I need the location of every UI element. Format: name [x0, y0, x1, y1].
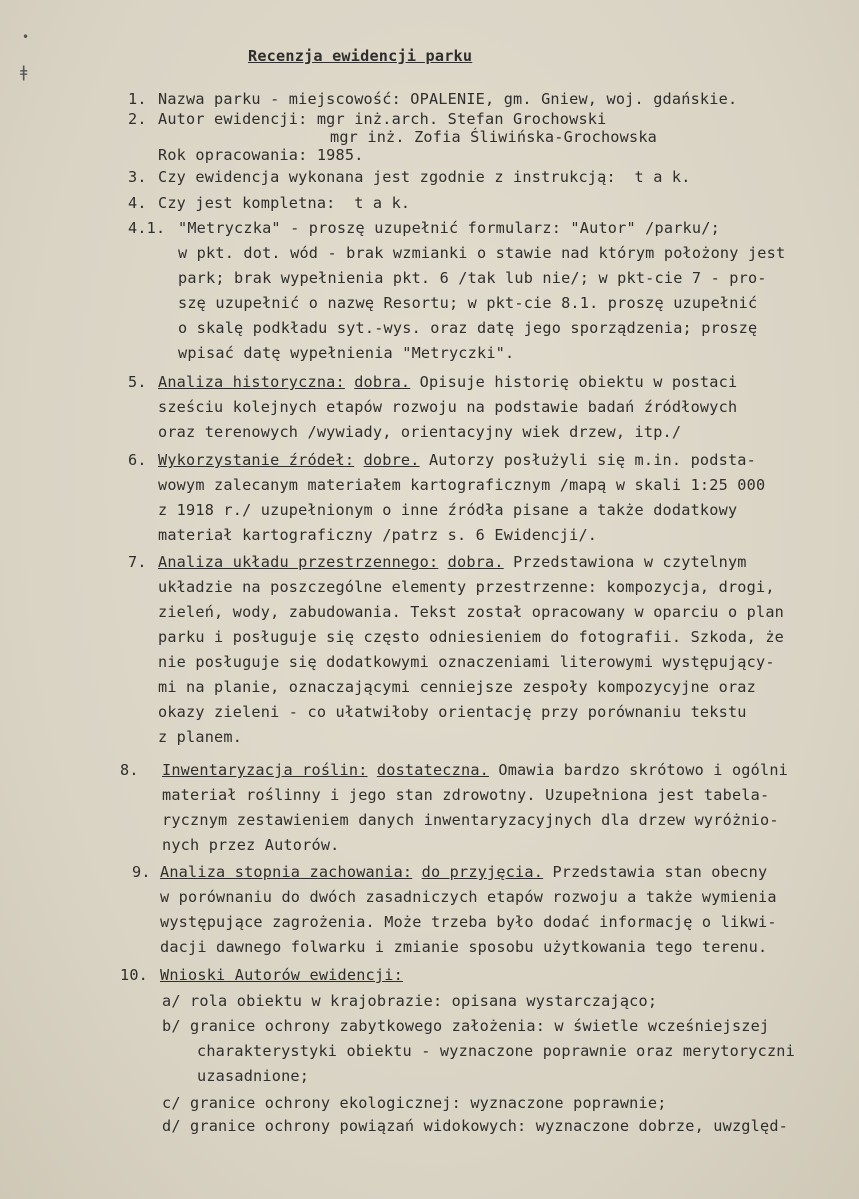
- item-number: 9.: [132, 863, 151, 881]
- item-text: charakterystyki obiektu - wyznaczone poprawnie oraz merytoryczni: [197, 1042, 795, 1060]
- item-text: w porównaniu do dwóch zasadniczych etapów rozwoju a także wymienia: [160, 888, 777, 906]
- item-number: 4.: [128, 194, 147, 212]
- item-text: c/ granice ochrony ekologicznej: wyznaczone poprawnie;: [162, 1094, 667, 1112]
- item-text: o skalę podkładu syt.-wys. oraz datę jego sporządzenia; proszę: [178, 319, 758, 337]
- item-number: 2.: [128, 110, 147, 128]
- item-text: dacji dawnego folwarku i zmianie sposobu użytkowania tego terenu.: [160, 938, 768, 956]
- item-heading: Analiza układu przestrzennego:: [158, 553, 439, 571]
- item-number: 7.: [128, 553, 147, 571]
- item-text: mgr inż. Zofia Śliwińska-Grochowska: [330, 128, 658, 146]
- item-text: Autor ewidencji: mgr inż.arch. Stefan Grochowski: [158, 110, 607, 128]
- item-heading: Wykorzystanie źródeł:: [158, 451, 355, 469]
- item-text: okazy zieleni - co ułatwiłoby orientację przy porównaniu tekstu: [158, 703, 747, 721]
- item-text: oraz terenowych /wywiady, orientacyjny wiek drzew, itp./: [158, 423, 682, 441]
- item-text: a/ rola obiektu w krajobrazie: opisana wystarczająco;: [162, 992, 658, 1010]
- item-text: układzie na poszczególne elementy przestrzenne: kompozycja, drogi,: [158, 578, 775, 596]
- item-heading: Wnioski Autorów ewidencji:: [160, 966, 403, 984]
- item-grade: dobra.: [354, 373, 411, 391]
- item-number: 8.: [120, 761, 139, 779]
- item-text: Analiza stopnia zachowania: do przyjęcia. Przedstawia stan obecny: [160, 863, 768, 881]
- item-text: [160, 966, 403, 984]
- item-number: 5.: [128, 373, 147, 391]
- item-grade: dobra.: [447, 553, 504, 571]
- item-text: Czy ewidencja wykonana jest zgodnie z instrukcją: t a k.: [158, 168, 691, 186]
- item-text: mi na planie, oznaczającymi cenniejsze zespoły kompozycyjne oraz: [158, 678, 756, 696]
- item-text: Analiza historyczna: dobra. Opisuje historię obiektu w postaci: [158, 373, 738, 391]
- item-number: 4.1.: [128, 219, 166, 237]
- item-number: 3.: [128, 168, 147, 186]
- item-text: park; brak wypełnienia pkt. 6 /tak lub nie/; w pkt-cie 7 - pro-: [178, 269, 767, 287]
- item-number: 10.: [120, 966, 149, 984]
- item-text: nie posługuje się dodatkowymi oznaczeniami literowymi występujący-: [158, 653, 775, 671]
- item-heading: Inwentaryzacja roślin:: [162, 761, 368, 779]
- item-number: 6.: [128, 451, 147, 469]
- item-text: Rok opracowania: 1985.: [158, 146, 364, 164]
- item-text: sześciu kolejnych etapów rozwoju na podstawie badań źródłowych: [158, 398, 738, 416]
- item-grade: dostateczna.: [376, 761, 490, 779]
- item-text: parku i posługuje się często odniesieniem do fotografii. Szkoda, że: [158, 628, 785, 646]
- item-text: rycznym zestawieniem danych inwentaryzacyjnych dla drzew wyróżnio-: [162, 811, 779, 829]
- item-text: wpisać datę wypełnienia "Metryczki".: [178, 344, 515, 362]
- item-grade: dobre.: [363, 451, 420, 469]
- item-text: materiał kartograficzny /patrz s. 6 Ewidencji/.: [158, 526, 598, 544]
- document-title: Recenzja ewidencji parku: [248, 47, 473, 65]
- item-grade: do przyjęcia.: [421, 863, 544, 881]
- item-text: z planem.: [158, 728, 243, 746]
- item-text: d/ granice ochrony powiązań widokowych: wyznaczone dobrze, uwzględ-: [162, 1117, 789, 1135]
- item-heading: Analiza historyczna:: [158, 373, 345, 391]
- item-text: "Metryczka" - proszę uzupełnić formularz: "Autor" /parku/;: [178, 219, 720, 237]
- item-text: Czy jest kompletna: t a k.: [158, 194, 411, 212]
- item-number: 1.: [128, 90, 147, 108]
- item-text: materiał roślinny i jego stan zdrowotny. Uzupełniona jest tabela-: [162, 786, 770, 804]
- item-text: w pkt. dot. wód - brak wzmianki o stawie nad którym położony jest: [178, 244, 786, 262]
- item-text: uzasadnione;: [197, 1067, 310, 1085]
- item-text: z 1918 r./ uzupełnionym o inne źródła pisane a także dodatkowy: [158, 501, 738, 519]
- item-text: Inwentaryzacja roślin: dostateczna. Omawia bardzo skrótowo i ogólni: [162, 761, 789, 779]
- item-text: Nazwa parku - miejscowość: OPALENIE, gm. Gniew, woj. gdańskie.: [158, 90, 738, 108]
- item-text: występujące zagrożenia. Może trzeba było dodać informację o likwi-: [160, 913, 777, 931]
- item-text: Wykorzystanie źródeł: dobre. Autorzy posłużyli się m.in. podsta-: [158, 451, 756, 469]
- item-text: Analiza układu przestrzennego: dobra. Przedstawiona w czytelnym: [158, 553, 747, 571]
- item-text: wowym zalecanym materiałem kartograficznym /mapą w skali 1:25 000: [158, 476, 766, 494]
- item-text: szę uzupełnić o nazwę Resortu; w pkt-cie 8.1. proszę uzupełnić: [178, 294, 758, 312]
- pencil-mark: ǂ: [20, 62, 28, 81]
- item-text: b/ granice ochrony zabytkowego założenia: w świetle wcześniejszej: [162, 1017, 770, 1035]
- pencil-mark: •: [22, 30, 30, 44]
- item-text: zieleń, wody, zabudowania. Tekst został opracowany w oparciu o plan: [158, 603, 785, 621]
- item-heading: Analiza stopnia zachowania:: [160, 863, 413, 881]
- item-text: nych przez Autorów.: [162, 836, 340, 854]
